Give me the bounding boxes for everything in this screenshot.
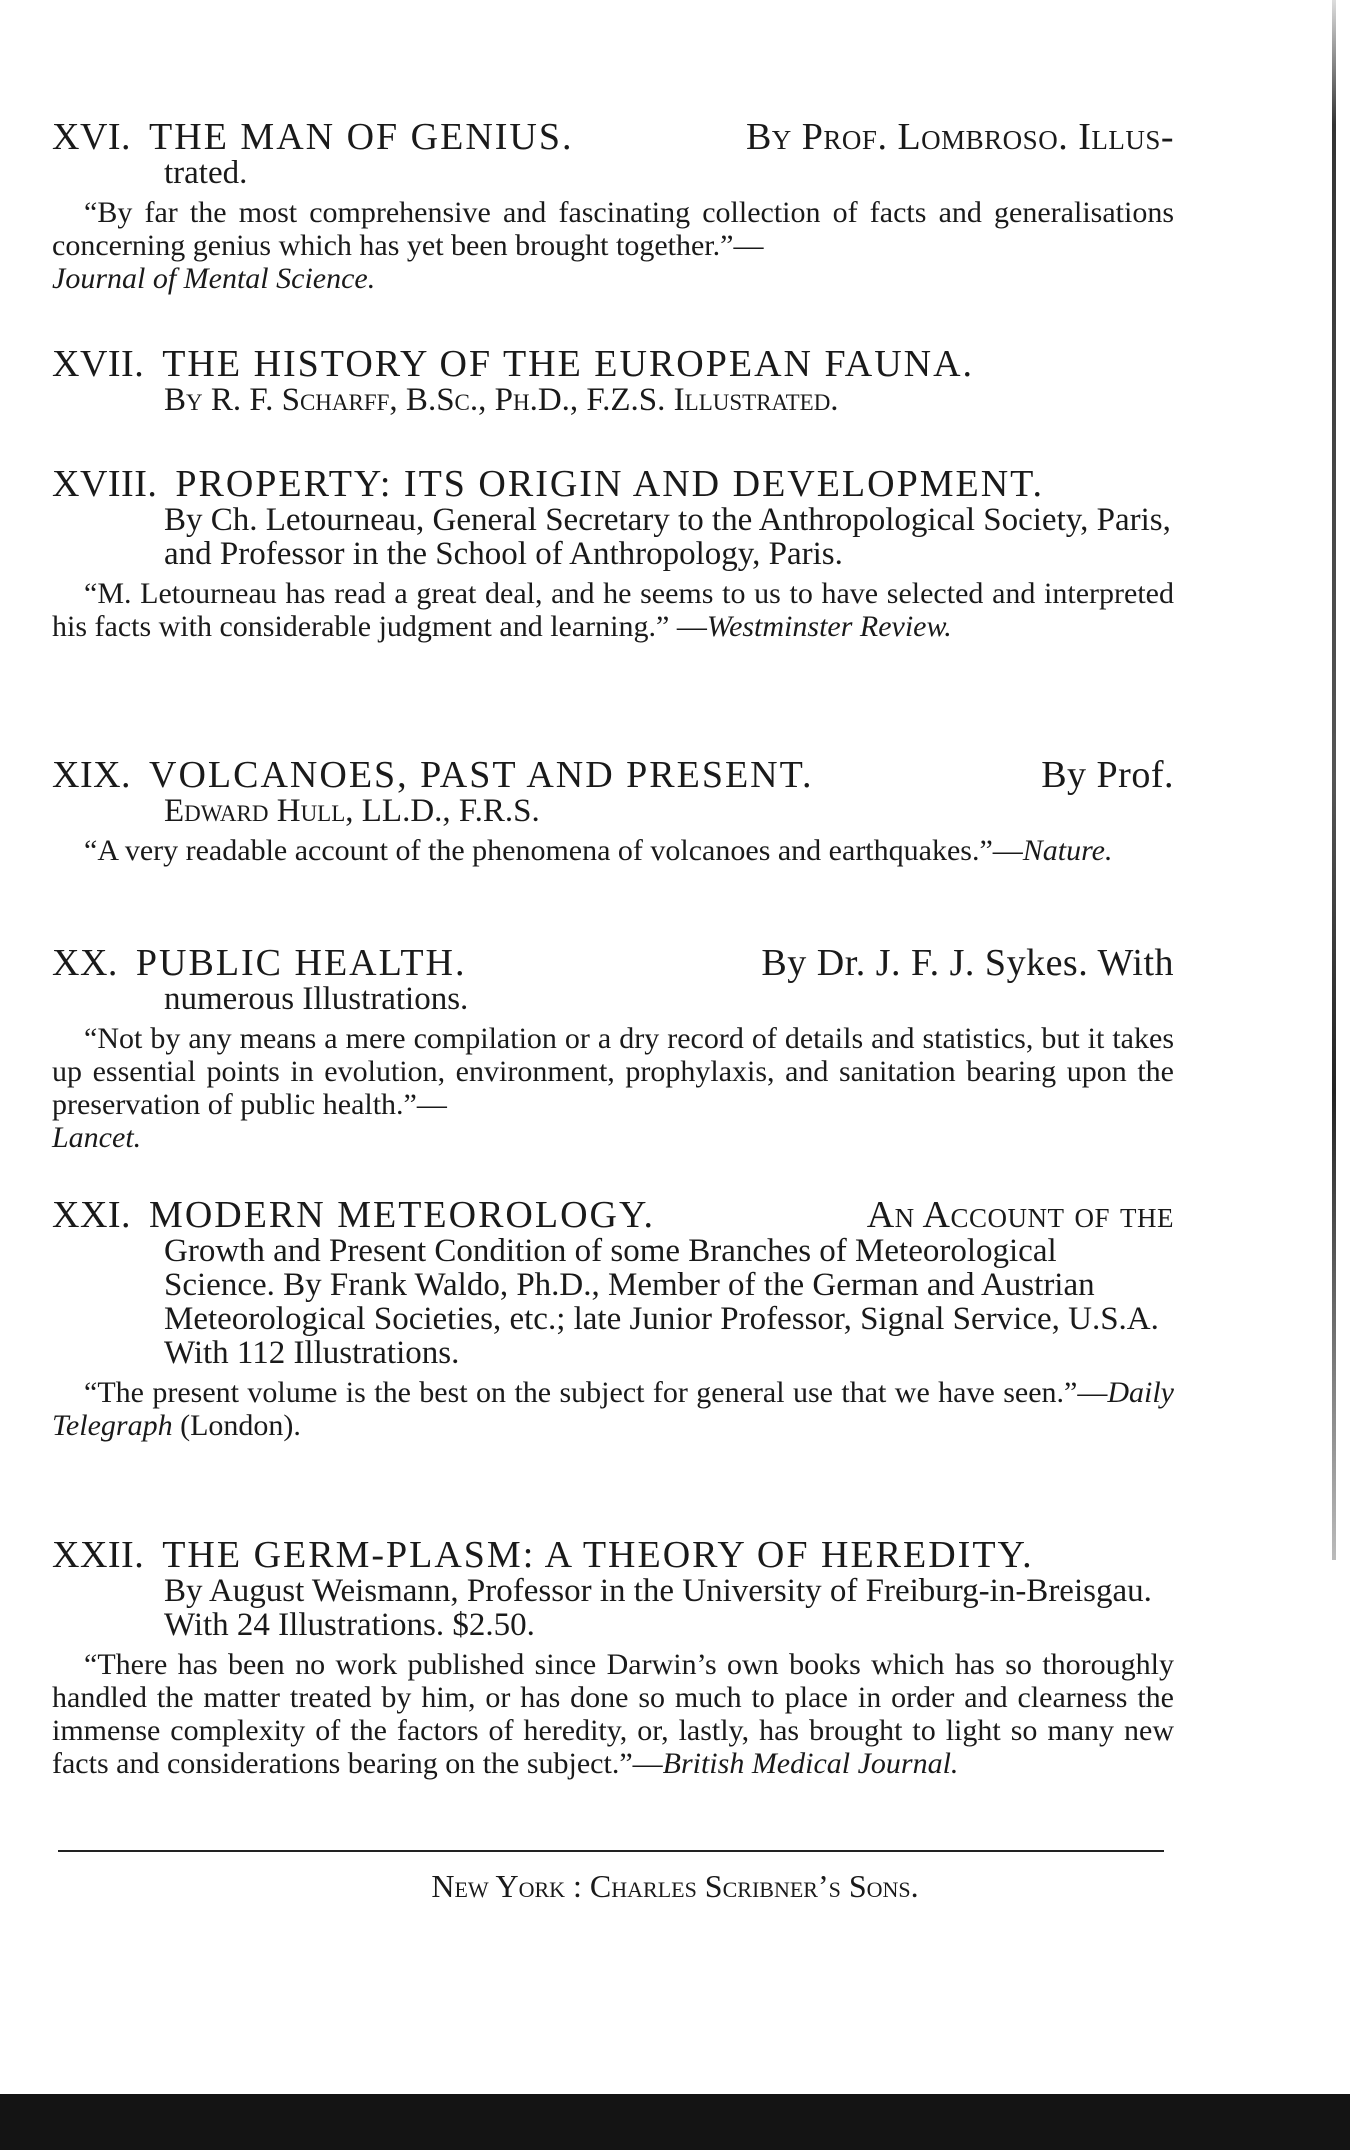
- entry-title: THE GERM-PLASM: A THEORY OF HEREDITY.: [162, 1534, 1034, 1576]
- entry-details: numerous Illustrations.: [164, 981, 469, 1017]
- entry-xvi: [52, 118, 1174, 295]
- entry-byline: By Dr. J. F. J. Sykes. With: [761, 942, 1174, 984]
- quote-source: Daily Telegraph: [52, 1376, 1174, 1442]
- entry-title: THE HISTORY OF THE EUROPEAN FAUNA.: [162, 343, 975, 385]
- quote-source: Journal of Mental Science.: [52, 262, 376, 295]
- entry-title: PUBLIC HEALTH.: [135, 942, 467, 984]
- entry-title: VOLCANOES, PAST AND PRESENT.: [149, 754, 814, 796]
- entry-xxi: [52, 1196, 1174, 1442]
- entry-xix: [52, 756, 1174, 867]
- review-quote: [52, 1648, 1174, 1780]
- entry-xvii: [52, 345, 1174, 417]
- review-quote: [52, 1022, 1174, 1154]
- quote-text: “The present volume is the best on the subject for general use that we have seen.”—: [84, 1376, 1108, 1409]
- review-quote: [52, 1376, 1174, 1442]
- entry-number: XX.: [52, 942, 118, 984]
- quote-text: “A very readable account of the phenomena of volcanoes and earthquakes.”—: [84, 834, 1023, 867]
- entry-details: By R. F. Scharff, B.Sc., Ph.D., F.Z.S. Illustrated.: [164, 382, 839, 418]
- quote-source: Lancet.: [52, 1121, 142, 1154]
- entry-number: XVIII.: [52, 463, 158, 505]
- entry-number: XVI.: [52, 116, 132, 158]
- entry-title: THE MAN OF GENIUS.: [149, 116, 574, 158]
- quote-source-suffix: (London).: [172, 1409, 301, 1442]
- review-quote: [52, 577, 1174, 643]
- entry-byline: An Account of the: [866, 1194, 1174, 1236]
- quote-text: “Not by any means a mere compilation or a dry record of details and statistics, but it takes up essential points in evolution, environment, prophylaxis, and sanitation bearing upon the preservation of public health.”—: [52, 1022, 1174, 1121]
- quote-source: British Medical Journal.: [662, 1747, 959, 1780]
- entry-number: XVII.: [52, 343, 145, 385]
- entry-details: By Ch. Letourneau, General Secretary to the Anthropological Society, Paris, and Professor in the School of Anthropology, Paris.: [164, 502, 1171, 572]
- review-quote: [52, 834, 1174, 867]
- entry-xxii: [52, 1536, 1174, 1780]
- quote-text: “By far the most comprehensive and fascinating collection of facts and generalisations concerning genius which has yet been brought together.”—: [52, 196, 1174, 262]
- publisher-imprint: New York : Charles Scribner’s Sons.: [431, 1868, 919, 1904]
- page-edge-shadow: [1332, 0, 1336, 1560]
- entry-byline: By Prof.: [1041, 754, 1174, 796]
- review-quote: [52, 196, 1174, 295]
- entry-title: MODERN METEOROLOGY.: [149, 1194, 656, 1236]
- quote-source: Nature.: [1022, 834, 1113, 867]
- quote-source: Westminster Review.: [706, 610, 952, 643]
- entry-number: XXII.: [52, 1534, 145, 1576]
- entry-title: PROPERTY: ITS ORIGIN AND DEVELOPMENT.: [175, 463, 1045, 505]
- entry-xx: [52, 944, 1174, 1154]
- entry-details: By August Weismann, Professor in the University of Freiburg-in-Breisgau. With 24 Illustrations. $2.50.: [164, 1573, 1152, 1643]
- entry-details: Growth and Present Condition of some Branches of Meteorological Science. By Frank Waldo, Ph.D., Member of the German and Austrian Meteorological Societies, etc.; late Junior Professor, Signal Service, U.S.A. With 112 Illustrations.: [164, 1233, 1159, 1371]
- scan-border-bottom: [0, 2094, 1350, 2150]
- divider-rule: [58, 1850, 1164, 1852]
- entry-details: trated.: [164, 155, 248, 191]
- entry-details: Edward Hull, LL.D., F.R.S.: [164, 793, 540, 829]
- entry-number: XIX.: [52, 754, 132, 796]
- entry-byline: By Prof. Lombroso. Illus-: [745, 116, 1174, 158]
- entry-xviii: [52, 465, 1174, 643]
- entry-number: XXI.: [52, 1194, 132, 1236]
- quote-text: “There has been no work published since Darwin’s own books which has so thoroughly handled the matter treated by him, or has done so much to place in order and clearness the immense complexity of the factors of heredity, or, lastly, has brought to light so many new facts and considerations bearing on the subject.”—: [52, 1648, 1174, 1780]
- quote-text: “M. Letourneau has read a great deal, and he seems to us to have selected and interpreted his facts with considerable judgment and learning.” —: [52, 577, 1174, 643]
